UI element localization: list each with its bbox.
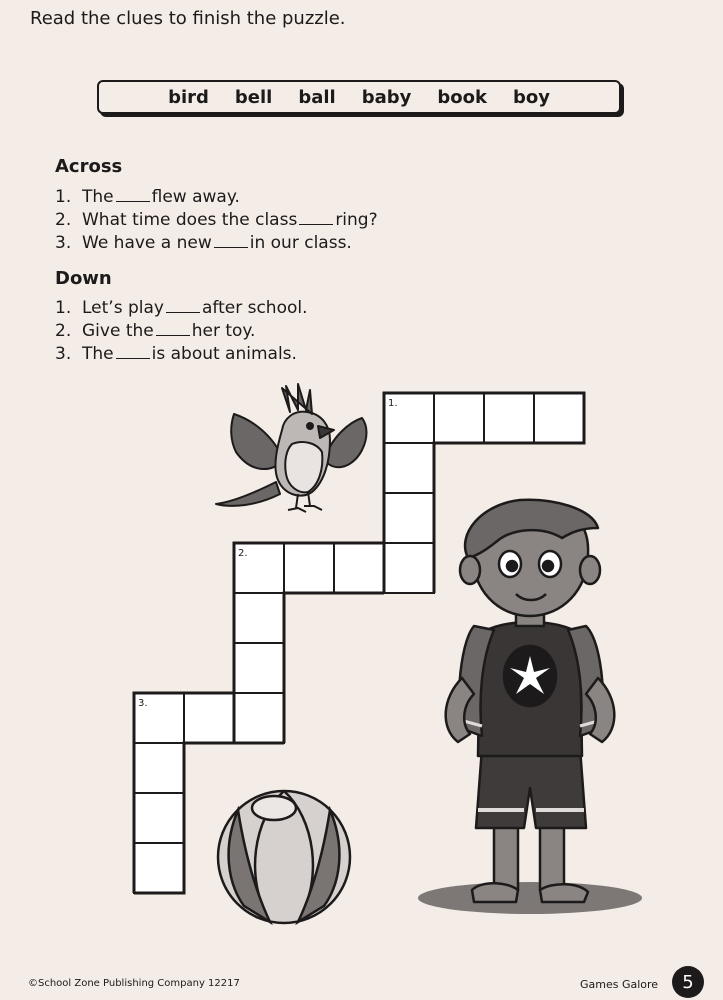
crossword-cell[interactable]	[234, 593, 284, 643]
crossword-cell[interactable]	[234, 643, 284, 693]
ball-illustration	[214, 788, 354, 926]
across-clue-3: 3. We have a new in our class.	[55, 233, 352, 253]
crossword-cell[interactable]	[334, 543, 384, 593]
down-clue-3: 3. The is about animals.	[55, 344, 297, 364]
crossword-cell[interactable]	[184, 693, 234, 743]
word-bank-item: ball	[298, 86, 336, 108]
word-bank-item: bird	[168, 86, 209, 108]
crossword-cell[interactable]	[484, 393, 534, 443]
grid-number-1: 1.	[388, 398, 398, 409]
grid-number-3: 3.	[138, 698, 148, 709]
word-bank-item: boy	[512, 86, 550, 108]
grid-number-2: 2.	[238, 548, 248, 559]
crossword-cell[interactable]	[434, 393, 484, 443]
copyright: ©School Zone Publishing Company 12217	[28, 978, 240, 989]
crossword-cell[interactable]	[284, 543, 334, 593]
page-number: 5	[672, 966, 704, 998]
word-bank-item: bell	[234, 86, 273, 108]
bird-illustration	[212, 382, 377, 527]
down-clue-1: 1. Let’s play after school.	[55, 298, 308, 318]
instructions: Read the clues to finish the puzzle.	[30, 8, 346, 29]
across-clue-1: 1. The flew away.	[55, 187, 240, 207]
down-heading: Down	[55, 268, 112, 289]
book-title: Games Galore	[580, 978, 659, 991]
across-heading: Across	[55, 156, 123, 177]
crossword-cell[interactable]	[234, 693, 284, 743]
crossword-cell[interactable]	[384, 443, 434, 493]
down-clue-2: 2. Give the her toy.	[55, 321, 256, 341]
crossword-cell[interactable]	[134, 793, 184, 843]
shadow	[418, 882, 642, 914]
crossword-cell[interactable]	[134, 843, 184, 893]
crossword-cell[interactable]	[134, 743, 184, 793]
crossword-cell[interactable]	[534, 393, 584, 443]
word-bank-item: baby	[361, 86, 412, 108]
word-bank-item: book	[437, 86, 487, 108]
across-clue-2: 2. What time does the class ring?	[55, 210, 378, 230]
boy-illustration	[412, 498, 648, 918]
